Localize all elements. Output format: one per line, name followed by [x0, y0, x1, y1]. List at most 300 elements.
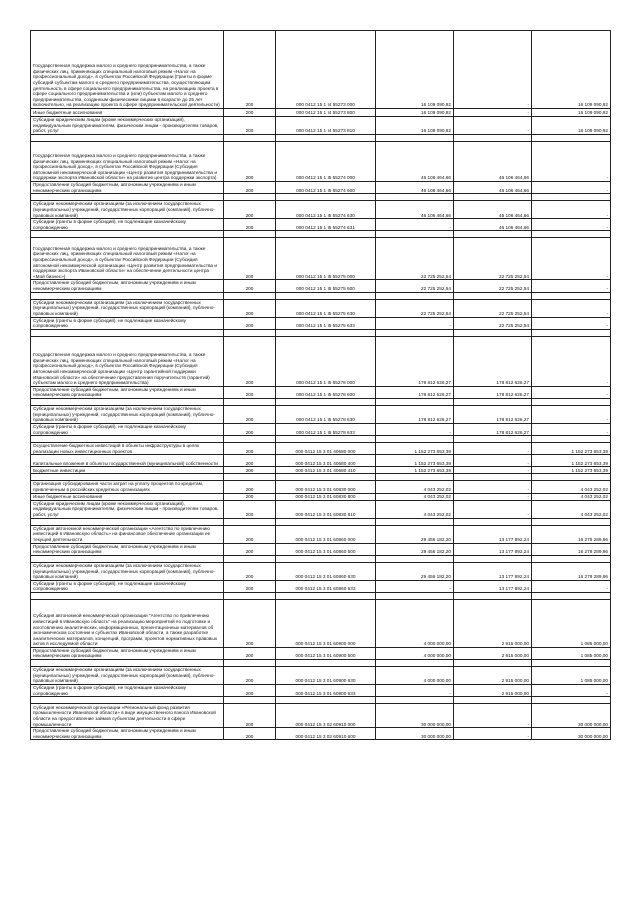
row-executed-cell: - — [454, 117, 532, 135]
row-unexecuted-cell: 1 085 000,00 — [532, 599, 611, 647]
row-name-cell: Субсидия автономной некоммерческой организации «Агентство по привлечению инвестиций в Ивановскую область» на финансовое обеспечение организации ее текущей деятельности — [31, 525, 224, 543]
row-executed-cell: 22 725 252,54 — [454, 299, 532, 317]
row-executed-cell: 13 177 892,24 — [454, 525, 532, 543]
row-approved-cell: 30 000 000,00 — [376, 728, 454, 740]
row-separator — [31, 292, 611, 299]
row-unexecuted-cell: 16 109 090,92 — [532, 117, 611, 135]
table-row — [31, 31, 611, 109]
separator-cell — [31, 329, 224, 336]
separator-cell — [532, 194, 611, 201]
separator-cell — [454, 292, 532, 299]
row-unexecuted-cell: - — [532, 405, 611, 423]
row-approved-cell: 46 106 464,66 — [376, 182, 454, 194]
row-line-code-cell: 200 — [224, 299, 276, 317]
table-row — [31, 467, 611, 474]
row-line-code-cell: 200 — [224, 31, 276, 109]
row-executed-cell: 178 812 626,27 — [454, 386, 532, 398]
separator-cell — [276, 518, 376, 525]
row-name-cell: Государственная поддержка малого и среднего предпринимательства, а также физических лиц, применяющих специальный налоговый режим «Налог на профессиональный доход», в субъектах Российской Федерации (Гранты в форме субсидий субъектам малого и среднего предпринимательства, осуществляющим деятельность в сфере социального предпринимательства, на реализацию проекта в сфере социального предпринимательства и (или) субъектам малого и среднего предпринимательства, созданным физическими лицами в возрасте до 25 лет включительно, на реализацию проекта в сфере предпринимательской деятельности) — [31, 31, 224, 109]
row-approved-cell: 16 109 090,92 — [376, 117, 454, 135]
separator-cell — [224, 474, 276, 481]
row-budget-code-cell: 000 0412 15 3 01 60900 600 — [276, 647, 376, 659]
row-name-cell: Субсидии некоммерческим организациям (за исключением государственных (муниципальных) учреждений, государственных корпораций (компаний), публично-правовых компаний) — [31, 201, 224, 219]
row-executed-cell: 2 915 000,00 — [454, 667, 532, 685]
row-name-cell: Бюджетные инвестиции — [31, 467, 224, 474]
row-line-code-cell: 200 — [224, 728, 276, 740]
separator-cell — [376, 518, 454, 525]
separator-cell — [276, 474, 376, 481]
row-line-code-cell: 200 — [224, 336, 276, 386]
row-unexecuted-cell: - — [532, 580, 611, 592]
row-line-code-cell: 200 — [224, 580, 276, 592]
row-name-cell: Субсидии некоммерческим организациям (за исключением государственных (муниципальных) учреждений, государственных корпораций (компаний), публично-правовых компаний) — [31, 667, 224, 685]
separator-cell — [31, 194, 224, 201]
row-unexecuted-cell: 4 043 252,02 — [532, 481, 611, 493]
separator-cell — [31, 292, 224, 299]
row-executed-cell: - — [454, 455, 532, 467]
row-executed-cell: 178 812 626,27 — [454, 405, 532, 423]
row-name-cell: Государственная поддержка малого и среднего предпринимательства, а также физических лиц, применяющих специальный налоговый режим «Налог на профессиональный доход», в субъектах Российской Федерации (Субсидия автономной некоммерческой организации «Центр гарантийной поддержки Ивановской области» на обеспечение предоставления поручительств (гарантий) субъектам малого и среднего предпринимательства) — [31, 336, 224, 386]
row-name-cell: Субсидии (гранты в форме субсидий), не подлежащие казначейскому сопровождению — [31, 219, 224, 231]
table-body — [31, 31, 611, 740]
row-executed-cell: - — [454, 443, 532, 455]
row-name-cell: Государственная поддержка малого и среднего предпринимательства, а также физических лиц, применяющих специальный налоговый режим «Налог на профессиональный доход», в субъектах Российской Федерации (Субсидия автономной некоммерческой организации «Центр развития предпринимательства и поддержки экспорта Ивановской области» на развитие центра поддержки экспорта) — [31, 142, 224, 182]
row-approved-cell: 4 000 000,00 — [376, 599, 454, 647]
row-approved-cell: 29 456 182,20 — [376, 543, 454, 555]
separator-cell — [31, 135, 224, 142]
row-approved-cell: 30 000 000,00 — [376, 704, 454, 728]
row-executed-cell: - — [454, 728, 532, 740]
row-executed-cell: 46 106 464,66 — [454, 182, 532, 194]
separator-cell — [532, 135, 611, 142]
separator-cell — [454, 697, 532, 704]
table-row — [31, 728, 611, 740]
row-executed-cell: 22 725 252,54 — [454, 317, 532, 329]
row-separator — [31, 555, 611, 562]
row-name-cell: Предоставление субсидий бюджетным, автономным учреждениям и иным некоммерческим организациям — [31, 543, 224, 555]
table-row — [31, 405, 611, 423]
row-separator — [31, 660, 611, 667]
table-row — [31, 481, 611, 493]
row-line-code-cell: 200 — [224, 142, 276, 182]
row-unexecuted-cell: - — [532, 299, 611, 317]
row-name-cell: Субсидии юридическим лицам (кроме некоммерческих организаций), индивидуальным предпринимателям, физическим лицам - производителям товаров, работ, услуг — [31, 500, 224, 518]
row-budget-code-cell: 000 0412 15 3 01 40680 400 — [276, 455, 376, 467]
separator-cell — [276, 329, 376, 336]
separator-cell — [532, 474, 611, 481]
row-separator — [31, 194, 611, 201]
table-row — [31, 493, 611, 500]
separator-cell — [454, 231, 532, 238]
row-unexecuted-cell: 16 278 289,96 — [532, 543, 611, 555]
row-line-code-cell: 200 — [224, 182, 276, 194]
row-budget-code-cell: 000 0412 15 3 01 60860 633 — [276, 580, 376, 592]
row-approved-cell: 4 000 000,00 — [376, 667, 454, 685]
row-line-code-cell: 200 — [224, 219, 276, 231]
row-unexecuted-cell: 1 085 000,00 — [532, 667, 611, 685]
row-approved-cell: 16 109 090,92 — [376, 31, 454, 109]
separator-cell — [224, 518, 276, 525]
row-approved-cell: 22 725 252,54 — [376, 280, 454, 292]
separator-cell — [276, 592, 376, 599]
separator-cell — [376, 398, 454, 405]
separator-cell — [454, 194, 532, 201]
row-name-cell: Иные бюджетные ассигнования — [31, 493, 224, 500]
row-executed-cell: - — [454, 109, 532, 117]
row-approved-cell: - — [376, 423, 454, 435]
row-unexecuted-cell: 1 152 273 653,39 — [532, 467, 611, 474]
separator-cell — [532, 592, 611, 599]
row-budget-code-cell: 000 0412 15 1 I5 55275 600 — [276, 280, 376, 292]
row-budget-code-cell: 000 0412 15 3 01 60900 630 — [276, 667, 376, 685]
row-name-cell: Организация субсидирования части затрат на уплату процентов по кредитам, привлеченным в российских кредитных организациях — [31, 481, 224, 493]
separator-cell — [532, 231, 611, 238]
separator-cell — [224, 135, 276, 142]
table-row — [31, 500, 611, 518]
row-separator — [31, 231, 611, 238]
row-line-code-cell: 200 — [224, 493, 276, 500]
row-name-cell: Предоставление субсидий бюджетным, автономным учреждениям и иным некоммерческим организациям — [31, 280, 224, 292]
row-executed-cell: 13 177 892,24 — [454, 580, 532, 592]
separator-cell — [31, 697, 224, 704]
row-budget-code-cell: 000 0412 15 3 01 60830 800 — [276, 493, 376, 500]
row-unexecuted-cell: 30 000 000,00 — [532, 728, 611, 740]
row-line-code-cell: 200 — [224, 647, 276, 659]
row-approved-cell: - — [376, 317, 454, 329]
row-unexecuted-cell: 1 152 273 653,39 — [532, 455, 611, 467]
separator-cell — [276, 697, 376, 704]
row-unexecuted-cell: 16 278 289,96 — [532, 562, 611, 580]
separator-cell — [276, 135, 376, 142]
row-line-code-cell: 200 — [224, 201, 276, 219]
row-separator — [31, 135, 611, 142]
row-budget-code-cell: 000 0412 15 1 I4 55273 000 — [276, 31, 376, 109]
table-row — [31, 685, 611, 697]
separator-cell — [224, 436, 276, 443]
separator-cell — [532, 292, 611, 299]
row-approved-cell: 4 043 252,02 — [376, 481, 454, 493]
separator-cell — [276, 660, 376, 667]
separator-cell — [532, 660, 611, 667]
row-unexecuted-cell: 16 278 289,96 — [532, 525, 611, 543]
row-name-cell: Предоставление субсидий бюджетным, автономным учреждениям и иным некоммерческим организациям — [31, 386, 224, 398]
row-budget-code-cell: 000 0412 15 1 I5 55278 633 — [276, 423, 376, 435]
row-separator — [31, 697, 611, 704]
row-unexecuted-cell: 4 043 252,02 — [532, 493, 611, 500]
separator-cell — [31, 398, 224, 405]
row-budget-code-cell: 000 0412 15 1 I4 55273 800 — [276, 109, 376, 117]
row-line-code-cell: 200 — [224, 704, 276, 728]
row-budget-code-cell: 000 0412 15 1 I5 55274 600 — [276, 182, 376, 194]
row-budget-code-cell: 000 0412 15 3 02 60910 000 — [276, 704, 376, 728]
row-name-cell: Субсидия некоммерческой организации «Региональный фонд развития промышленности Ивановской области» в виде имущественного взноса Ивановской области на предоставление займов субъектам деятельности в сфере промышленности — [31, 704, 224, 728]
row-budget-code-cell: 000 0412 15 1 I5 55275 633 — [276, 317, 376, 329]
separator-cell — [31, 474, 224, 481]
row-name-cell: Осуществление бюджетных инвестиций в объекты инфраструктуры в целях реализации новых инвестиционных проектов — [31, 443, 224, 455]
row-line-code-cell: 200 — [224, 443, 276, 455]
row-name-cell: Субсидии (гранты в форме субсидий), не подлежащие казначейскому сопровождению — [31, 580, 224, 592]
separator-cell — [376, 436, 454, 443]
row-unexecuted-cell: - — [532, 201, 611, 219]
separator-cell — [224, 194, 276, 201]
row-approved-cell: - — [376, 685, 454, 697]
separator-cell — [224, 592, 276, 599]
row-separator — [31, 436, 611, 443]
separator-cell — [31, 660, 224, 667]
separator-cell — [31, 555, 224, 562]
table-row — [31, 599, 611, 647]
separator-cell — [276, 231, 376, 238]
separator-cell — [454, 660, 532, 667]
separator-cell — [532, 436, 611, 443]
row-line-code-cell: 200 — [224, 386, 276, 398]
table-row — [31, 704, 611, 728]
table-row — [31, 109, 611, 117]
table-row — [31, 443, 611, 455]
row-approved-cell: 1 152 273 653,39 — [376, 455, 454, 467]
separator-cell — [532, 555, 611, 562]
row-unexecuted-cell: - — [532, 336, 611, 386]
table-row — [31, 562, 611, 580]
row-executed-cell: - — [454, 493, 532, 500]
row-executed-cell: - — [454, 704, 532, 728]
row-name-cell: Субсидии юридическим лицам (кроме некоммерческих организаций), индивидуальным предпринимателям, физическим лицам - производителям товаров, работ, услуг — [31, 117, 224, 135]
row-line-code-cell: 200 — [224, 599, 276, 647]
separator-cell — [276, 194, 376, 201]
row-budget-code-cell: 000 0412 15 3 01 60860 600 — [276, 543, 376, 555]
row-name-cell: Субсидии (гранты в форме субсидий), не подлежащие казначейскому сопровождению — [31, 685, 224, 697]
separator-cell — [376, 292, 454, 299]
row-separator — [31, 329, 611, 336]
table-row — [31, 667, 611, 685]
row-approved-cell: - — [376, 219, 454, 231]
table-row — [31, 543, 611, 555]
row-budget-code-cell: 000 0412 15 3 01 60900 000 — [276, 599, 376, 647]
table-row — [31, 317, 611, 329]
separator-cell — [454, 555, 532, 562]
row-approved-cell: 178 812 626,27 — [376, 386, 454, 398]
row-executed-cell: 46 106 464,66 — [454, 142, 532, 182]
row-approved-cell: 1 152 273 653,39 — [376, 443, 454, 455]
row-unexecuted-cell: 1 152 273 653,39 — [532, 443, 611, 455]
row-unexecuted-cell: - — [532, 685, 611, 697]
row-executed-cell: 178 812 626,27 — [454, 423, 532, 435]
separator-cell — [376, 194, 454, 201]
separator-cell — [454, 135, 532, 142]
row-executed-cell: 2 915 000,00 — [454, 599, 532, 647]
table-row — [31, 423, 611, 435]
row-line-code-cell: 200 — [224, 109, 276, 117]
separator-cell — [31, 231, 224, 238]
row-unexecuted-cell: - — [532, 219, 611, 231]
row-line-code-cell: 200 — [224, 455, 276, 467]
row-line-code-cell: 200 — [224, 481, 276, 493]
row-unexecuted-cell: - — [532, 142, 611, 182]
separator-cell — [454, 398, 532, 405]
row-budget-code-cell: 000 0412 15 3 01 60900 633 — [276, 685, 376, 697]
table-row — [31, 647, 611, 659]
row-budget-code-cell: 000 0412 15 3 01 40680 000 — [276, 443, 376, 455]
table-row — [31, 117, 611, 135]
row-line-code-cell: 200 — [224, 562, 276, 580]
row-budget-code-cell: 000 0412 15 1 I5 55274 000 — [276, 142, 376, 182]
row-executed-cell: 178 812 626,27 — [454, 336, 532, 386]
row-name-cell: Иные бюджетные ассигнования — [31, 109, 224, 117]
row-approved-cell: 46 106 464,66 — [376, 201, 454, 219]
table-row — [31, 580, 611, 592]
separator-cell — [376, 555, 454, 562]
row-name-cell: Субсидии (гранты в форме субсидий), не подлежащие казначейскому сопровождению — [31, 317, 224, 329]
row-unexecuted-cell: 4 043 252,02 — [532, 500, 611, 518]
row-line-code-cell: 200 — [224, 405, 276, 423]
row-approved-cell: 22 725 252,54 — [376, 299, 454, 317]
row-budget-code-cell: 000 0412 15 3 02 60910 600 — [276, 728, 376, 740]
separator-cell — [224, 292, 276, 299]
separator-cell — [454, 436, 532, 443]
row-line-code-cell: 200 — [224, 280, 276, 292]
row-unexecuted-cell: - — [532, 317, 611, 329]
row-executed-cell: - — [454, 467, 532, 474]
table-row — [31, 238, 611, 280]
row-budget-code-cell: 000 0412 15 1 I5 55278 630 — [276, 405, 376, 423]
row-budget-code-cell: 000 0412 15 3 01 60830 000 — [276, 481, 376, 493]
separator-cell — [454, 329, 532, 336]
row-separator — [31, 398, 611, 405]
row-approved-cell: 178 812 626,27 — [376, 336, 454, 386]
row-executed-cell: 2 915 000,00 — [454, 647, 532, 659]
row-executed-cell: - — [454, 31, 532, 109]
row-unexecuted-cell: - — [532, 423, 611, 435]
row-approved-cell: 22 725 252,54 — [376, 238, 454, 280]
separator-cell — [454, 518, 532, 525]
separator-cell — [224, 398, 276, 405]
row-approved-cell: 178 812 626,27 — [376, 405, 454, 423]
row-approved-cell: 4 000 000,00 — [376, 647, 454, 659]
separator-cell — [31, 592, 224, 599]
row-name-cell: Субсидии некоммерческим организациям (за исключением государственных (муниципальных) учреждений, государственных корпораций (компаний), публично-правовых компаний) — [31, 562, 224, 580]
row-approved-cell: 46 106 464,66 — [376, 142, 454, 182]
separator-cell — [276, 398, 376, 405]
row-unexecuted-cell: - — [532, 182, 611, 194]
separator-cell — [224, 660, 276, 667]
row-name-cell: Субсидия автономной некоммерческой организации "Агентство по привлечению инвестиций в Ивановскую область" на реализацию мероприятий по подготовке и изготовлению аналитических, информационных, презентационных материалов об экономическом состоянии и субъектах Ивановской области, а также разработке аналитических материалов, концепций, программ, проектов нормативных правовых актов в исследуемой области — [31, 599, 224, 647]
row-name-cell: Субсидии некоммерческим организациям (за исключением государственных (муниципальных) учреждений, государственных корпораций (компаний), публично-правовых компаний) — [31, 299, 224, 317]
row-line-code-cell: 200 — [224, 525, 276, 543]
separator-cell — [376, 592, 454, 599]
row-unexecuted-cell: 16 109 090,92 — [532, 31, 611, 109]
row-executed-cell: 13 177 892,24 — [454, 543, 532, 555]
table-row — [31, 201, 611, 219]
row-executed-cell: 46 106 464,66 — [454, 219, 532, 231]
row-budget-code-cell: 000 0412 15 1 I5 55274 631 — [276, 219, 376, 231]
row-approved-cell: 16 109 090,92 — [376, 109, 454, 117]
row-approved-cell: 29 456 182,20 — [376, 562, 454, 580]
row-line-code-cell: 200 — [224, 317, 276, 329]
row-line-code-cell: 200 — [224, 238, 276, 280]
separator-cell — [276, 555, 376, 562]
table-row — [31, 336, 611, 386]
separator-cell — [376, 135, 454, 142]
row-unexecuted-cell: - — [532, 386, 611, 398]
row-executed-cell: - — [454, 500, 532, 518]
row-name-cell: Предоставление субсидий бюджетным, автономным учреждениям и иным некоммерческим организациям — [31, 182, 224, 194]
row-approved-cell: 1 152 273 653,39 — [376, 467, 454, 474]
row-unexecuted-cell: - — [532, 280, 611, 292]
row-unexecuted-cell: 1 085 000,00 — [532, 647, 611, 659]
row-line-code-cell: 200 — [224, 467, 276, 474]
row-budget-code-cell: 000 0412 15 3 01 60860 000 — [276, 525, 376, 543]
separator-cell — [376, 660, 454, 667]
table-row — [31, 219, 611, 231]
separator-cell — [224, 329, 276, 336]
separator-cell — [276, 436, 376, 443]
row-separator — [31, 518, 611, 525]
budget-execution-table — [30, 30, 611, 740]
row-line-code-cell: 200 — [224, 500, 276, 518]
table-row — [31, 280, 611, 292]
row-unexecuted-cell: 16 109 090,92 — [532, 109, 611, 117]
row-approved-cell: 4 043 252,02 — [376, 500, 454, 518]
separator-cell — [31, 518, 224, 525]
row-executed-cell: 22 725 252,54 — [454, 280, 532, 292]
separator-cell — [224, 697, 276, 704]
row-separator — [31, 474, 611, 481]
row-budget-code-cell: 000 0412 15 1 I4 55273 810 — [276, 117, 376, 135]
separator-cell — [532, 518, 611, 525]
row-line-code-cell: 200 — [224, 543, 276, 555]
row-line-code-cell: 200 — [224, 117, 276, 135]
row-unexecuted-cell: - — [532, 238, 611, 280]
table-row — [31, 525, 611, 543]
separator-cell — [224, 555, 276, 562]
separator-cell — [376, 231, 454, 238]
separator-cell — [532, 398, 611, 405]
row-budget-code-cell: 000 0412 15 3 01 60860 630 — [276, 562, 376, 580]
row-unexecuted-cell: 30 000 000,00 — [532, 704, 611, 728]
separator-cell — [454, 474, 532, 481]
separator-cell — [276, 292, 376, 299]
separator-cell — [224, 231, 276, 238]
row-budget-code-cell: 000 0412 15 1 I5 55275 630 — [276, 299, 376, 317]
row-approved-cell: - — [376, 580, 454, 592]
row-name-cell: Субсидии (гранты в форме субсидий), не подлежащие казначейскому сопровождению — [31, 423, 224, 435]
row-separator — [31, 592, 611, 599]
table-row — [31, 386, 611, 398]
row-name-cell: Капитальные вложения в объекты государственной (муниципальной) собственности — [31, 455, 224, 467]
row-approved-cell: 4 043 252,02 — [376, 493, 454, 500]
separator-cell — [376, 697, 454, 704]
row-name-cell: Субсидии некоммерческим организациям (за исключением государственных (муниципальных) учреждений, государственных корпораций (компаний), публично-правовых компаний) — [31, 405, 224, 423]
row-name-cell: Государственная поддержка малого и среднего предпринимательства, а также физических лиц, применяющих специальный налоговый режим «Налог на профессиональный доход», в субъектах Российской Федерации (Субсидия автономной некоммерческой организации «Центр развития предпринимательства и поддержки экспорта Ивановской области» на обеспечение деятельности центра «Мой бизнес») — [31, 238, 224, 280]
row-executed-cell: 2 915 000,00 — [454, 685, 532, 697]
row-budget-code-cell: 000 0412 15 3 01 60830 810 — [276, 500, 376, 518]
row-name-cell: Предоставление субсидий бюджетным, автономным учреждениям и иным некоммерческим организациям — [31, 728, 224, 740]
row-line-code-cell: 200 — [224, 423, 276, 435]
table-row — [31, 142, 611, 182]
row-executed-cell: - — [454, 481, 532, 493]
row-budget-code-cell: 000 0412 15 1 I5 55275 000 — [276, 238, 376, 280]
separator-cell — [376, 329, 454, 336]
row-approved-cell: 29 456 182,20 — [376, 525, 454, 543]
row-line-code-cell: 200 — [224, 667, 276, 685]
separator-cell — [376, 474, 454, 481]
separator-cell — [454, 592, 532, 599]
row-executed-cell: 13 177 892,24 — [454, 562, 532, 580]
table-row — [31, 182, 611, 194]
separator-cell — [532, 329, 611, 336]
row-executed-cell: 22 725 252,54 — [454, 238, 532, 280]
row-name-cell: Предоставление субсидий бюджетным, автономным учреждениям и иным некоммерческим организациям — [31, 647, 224, 659]
